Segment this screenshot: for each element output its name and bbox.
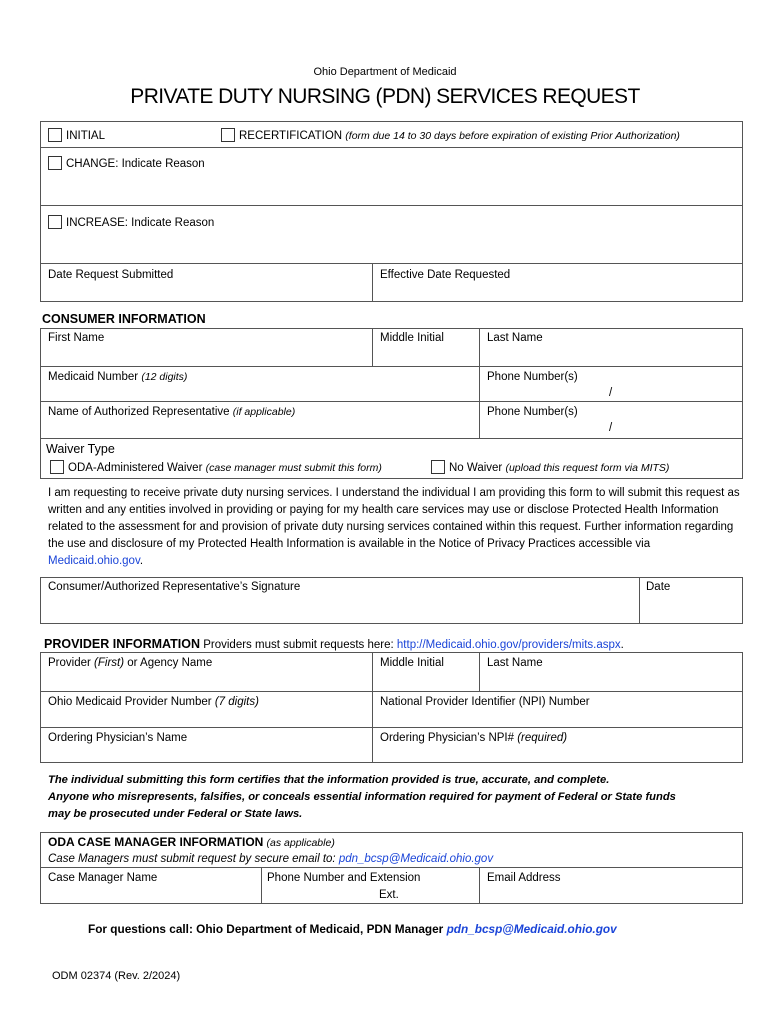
oda-waiver-checkbox[interactable] [50, 460, 64, 474]
medicaid-link[interactable]: Medicaid.ohio.gov [48, 555, 140, 567]
physician-name-field[interactable]: Ordering Physician’s Name [48, 732, 188, 744]
waiver-type-label: Waiver Type [46, 442, 115, 456]
phone-numbers-field[interactable]: Phone Number(s) [487, 371, 578, 383]
consumer-heading: CONSUMER INFORMATION [42, 312, 206, 326]
provider-last-name-field[interactable]: Last Name [487, 657, 543, 669]
authorized-rep-field[interactable]: Name of Authorized Representative (if applicable) [48, 406, 296, 418]
provider-name-field[interactable]: Provider (First) or Agency Name [48, 657, 213, 669]
first-name-field[interactable]: First Name [48, 332, 105, 344]
provider-heading: PROVIDER INFORMATION [44, 637, 201, 651]
form-title: PRIVATE DUTY NURSING (PDN) SERVICES REQUEST [130, 85, 640, 108]
pdn-manager-email-link[interactable]: pdn_bcsp@Medicaid.ohio.gov [446, 922, 617, 936]
recertification-note: (form due 14 to 30 days before expiration of existing Prior Authorization) [345, 130, 680, 142]
mits-link[interactable]: http://Medicaid.ohio.gov/providers/mits.aspx [396, 639, 621, 651]
change-checkbox[interactable] [48, 156, 62, 170]
provider-middle-initial-field[interactable]: Middle Initial [380, 657, 444, 669]
effective-date-field[interactable]: Effective Date Requested [380, 269, 511, 281]
signature-date-field[interactable]: Date [646, 581, 671, 593]
rep-phone-separator: / [609, 422, 613, 434]
no-waiver-option[interactable]: No Waiver (upload this request form via MITS) [431, 460, 669, 475]
increase-option[interactable]: INCREASE: Indicate Reason [48, 215, 214, 230]
signature-field[interactable]: Consumer/Authorized Representative’s Signature [48, 581, 301, 593]
provider-number-field[interactable]: Ohio Medicaid Provider Number (7 digits) [48, 696, 259, 708]
last-name-field[interactable]: Last Name [487, 332, 543, 344]
initial-checkbox[interactable] [48, 128, 62, 142]
agency-name: Ohio Department of Medicaid [313, 66, 457, 78]
case-manager-instruction: Case Managers must submit request by secure email to: pdn_bcsp@Medicaid.ohio.gov [48, 853, 494, 865]
case-manager-heading-line: ODA CASE MANAGER INFORMATION (as applicable) [48, 835, 335, 849]
rep-phone-numbers-field[interactable]: Phone Number(s) [487, 406, 578, 418]
case-manager-heading: ODA CASE MANAGER INFORMATION [48, 835, 264, 849]
oda-waiver-option[interactable]: ODA-Administered Waiver (case manager must submit this form) [50, 460, 382, 475]
form-id: ODM 02374 (Rev. 2/2024) [52, 970, 181, 982]
case-manager-ext-label: Ext. [379, 889, 399, 901]
change-option[interactable]: CHANGE: Indicate Reason [48, 156, 205, 171]
questions-line: For questions call: Ohio Department of Medicaid, PDN Manager pdn_bcsp@Medicaid.ohio.gov [88, 922, 617, 936]
no-waiver-checkbox[interactable] [431, 460, 445, 474]
physician-npi-field[interactable]: Ordering Physician’s NPI# (required) [380, 732, 568, 744]
recertification-option[interactable]: RECERTIFICATION (form due 14 to 30 days before expiration of existing Prior Authorization) [221, 128, 680, 143]
increase-checkbox[interactable] [48, 215, 62, 229]
case-manager-phone-field[interactable]: Phone Number and Extension [267, 872, 421, 884]
phone-separator: / [609, 387, 613, 399]
certification-statement: The individual submitting this form certifies that the information provided is true, accurate, and complete. Anyone who misrepresents, falsifies, or conceals essential information required for payment of Federal or State funds may be prosecuted under Federal or State laws. [48, 774, 676, 820]
middle-initial-field[interactable]: Middle Initial [380, 332, 444, 344]
initial-option[interactable]: INITIAL [48, 128, 105, 143]
date-submitted-field[interactable]: Date Request Submitted [48, 269, 174, 281]
npi-field[interactable]: National Provider Identifier (NPI) Number [380, 696, 590, 708]
case-manager-name-field[interactable]: Case Manager Name [48, 872, 158, 884]
recertification-checkbox[interactable] [221, 128, 235, 142]
consent-paragraph: I am requesting to receive private duty nursing services. I understand the individual I am providing this form to will submit this request as written and any entities involved in providing or paying for my health care services may use or disclose Protected Health Information related to the assessment for and provision of private duty nursing services contained within this request. Further information regarding the use and disclosure of my Protected Health Information is available in the Notice of Privacy Practices accessible via Medicaid.ohio.gov. [48, 487, 740, 567]
case-manager-email-field[interactable]: Email Address [487, 872, 561, 884]
provider-heading-line: PROVIDER INFORMATION Providers must submit requests here: http://Medicaid.ohio.gov/providers/mits.aspx. [44, 637, 624, 651]
case-manager-email-link[interactable]: pdn_bcsp@Medicaid.ohio.gov [338, 853, 494, 865]
medicaid-number-field[interactable]: Medicaid Number (12 digits) [48, 371, 188, 383]
